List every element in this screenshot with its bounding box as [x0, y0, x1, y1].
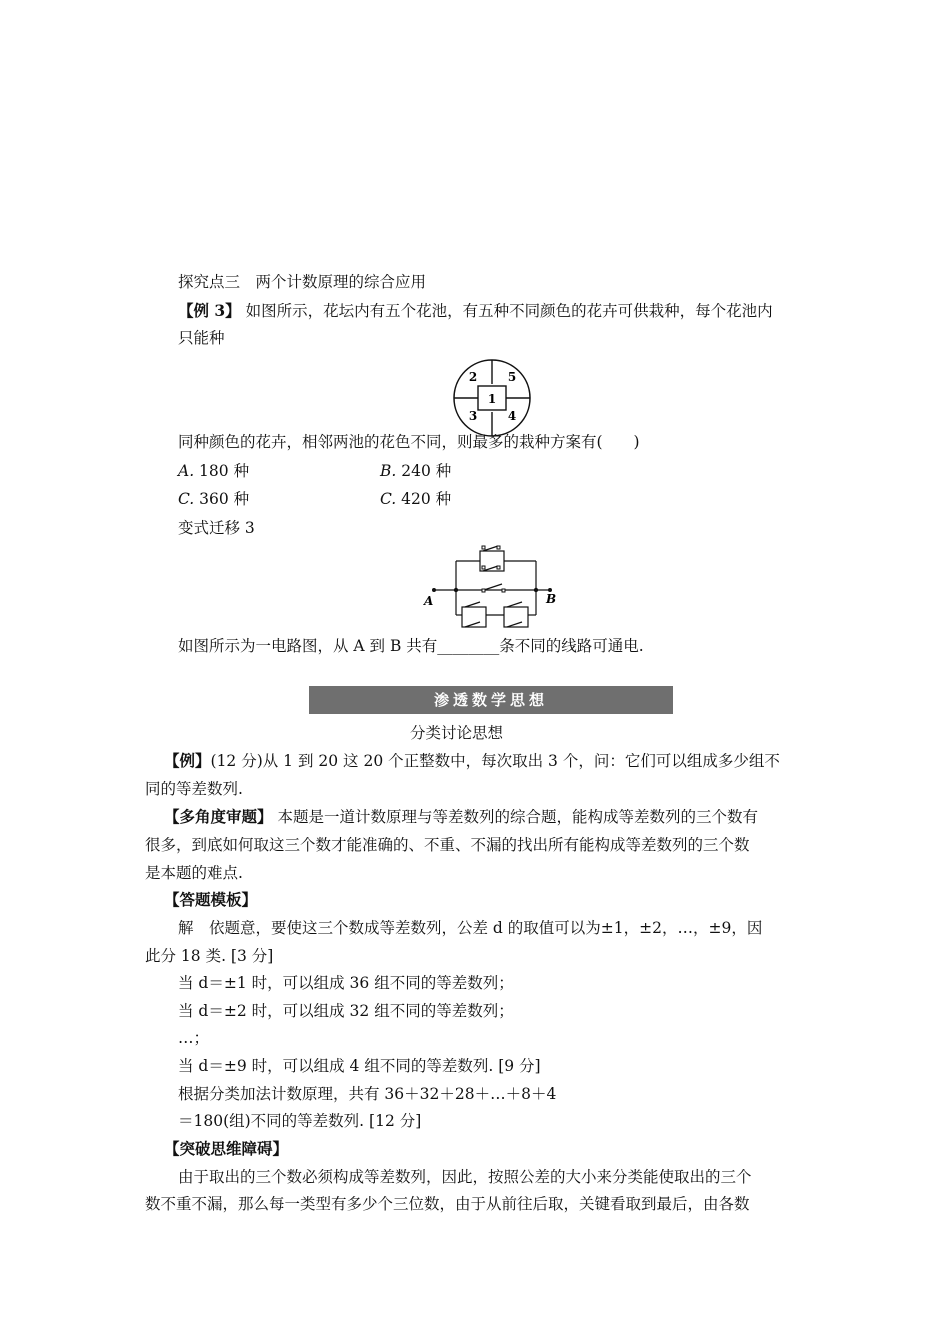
multi-angle-line3: 是本题的难点.	[145, 864, 243, 882]
circuit-label-b: B	[546, 592, 557, 606]
option-b-letter: B.	[380, 462, 397, 480]
option-d-letter: C.	[380, 490, 397, 508]
example3-line2: 只能种	[178, 329, 225, 347]
template-line-1: 解 依题意，要使这三个数成等差数列，公差 d 的取值可以为±1，±2，…，±9，因	[178, 919, 763, 937]
example3-line1	[178, 301, 773, 321]
option-c-letter: C.	[178, 490, 195, 508]
multi-angle-line2: 很多，到底如何取这三个数才能准确的、不重、不漏的找出所有能构成等差数列的三个数	[145, 836, 750, 854]
option-a-letter: A.	[178, 462, 195, 480]
variant-question: 如图所示为一电路图，从 A 到 B 共有________条不同的线路可通电.	[178, 637, 644, 655]
subtitle: 分类讨论思想	[410, 724, 504, 742]
section-banner: 渗透数学思想	[309, 686, 673, 714]
template-line-2: 此分 18 类. [3 分]	[145, 947, 274, 965]
template-line-5: …；	[178, 1029, 210, 1047]
example3-text: 如图所示，花坛内有五个花池，有五种不同颜色的花卉可供栽种，每个花池内	[245, 302, 773, 320]
variant-title: 变式迁移 3	[178, 519, 255, 537]
flower-bed-diagram	[451, 357, 533, 439]
option-d	[380, 489, 451, 509]
example-tag: 【例】	[164, 751, 211, 770]
bed-label-3: 3	[468, 409, 478, 423]
template-line-6: 当 d＝±9 时，可以组成 4 组不同的等差数列. [9 分]	[178, 1057, 541, 1075]
option-b	[380, 461, 451, 481]
option-c-value: 360 种	[194, 490, 250, 508]
example3-tag: 【例 3】	[178, 301, 241, 320]
example-line2: 同的等差数列.	[145, 780, 243, 798]
option-a	[178, 461, 249, 481]
bed-label-5: 5	[507, 370, 517, 384]
template-tag: 【答题模板】	[164, 890, 258, 909]
breakthrough-line2: 数不重不漏，那么每一类型有多少个三位数，由于从前往后取，关键看取到最后，由各数	[145, 1195, 750, 1213]
bed-label-1: 1	[487, 392, 497, 406]
circuit-diagram	[420, 543, 565, 635]
bed-label-4: 4	[507, 409, 517, 423]
template-line-4: 当 d＝±2 时，可以组成 32 组不同的等差数列；	[178, 1002, 514, 1020]
bed-label-2: 2	[468, 370, 478, 384]
option-a-value: 180 种	[194, 462, 250, 480]
multi-angle-tag: 【多角度审题】	[164, 807, 273, 826]
template-line-8: ＝180(组)不同的等差数列. [12 分]	[178, 1112, 422, 1130]
example-line1	[164, 751, 780, 771]
template-line-7: 根据分类加法计数原理，共有 36＋32＋28＋…＋8＋4	[178, 1085, 557, 1103]
multi-angle-text: 本题是一道计数原理与等差数列的综合题，能构成等差数列的三个数有	[277, 808, 758, 826]
multi-angle-line1	[164, 807, 758, 827]
circuit-label-a: A	[424, 594, 434, 608]
section-title: 探究点三 两个计数原理的综合应用	[178, 273, 427, 291]
option-c	[178, 489, 249, 509]
example-text: (12 分)从 1 到 20 这 20 个正整数中，每次取出 3 个，问：它们可以组成多少组不	[210, 752, 780, 770]
breakthrough-tag: 【突破思维障碍】	[164, 1139, 289, 1158]
template-line-3: 当 d＝±1 时，可以组成 36 组不同的等差数列；	[178, 974, 514, 992]
option-d-value: 420 种	[396, 490, 452, 508]
breakthrough-line1: 由于取出的三个数必须构成等差数列，因此，按照公差的大小来分类能使取出的三个	[178, 1168, 752, 1186]
option-b-value: 240 种	[396, 462, 452, 480]
example3-line3: 同种颜色的花卉，相邻两池的花色不同，则最多的栽种方案有( )	[178, 433, 640, 451]
